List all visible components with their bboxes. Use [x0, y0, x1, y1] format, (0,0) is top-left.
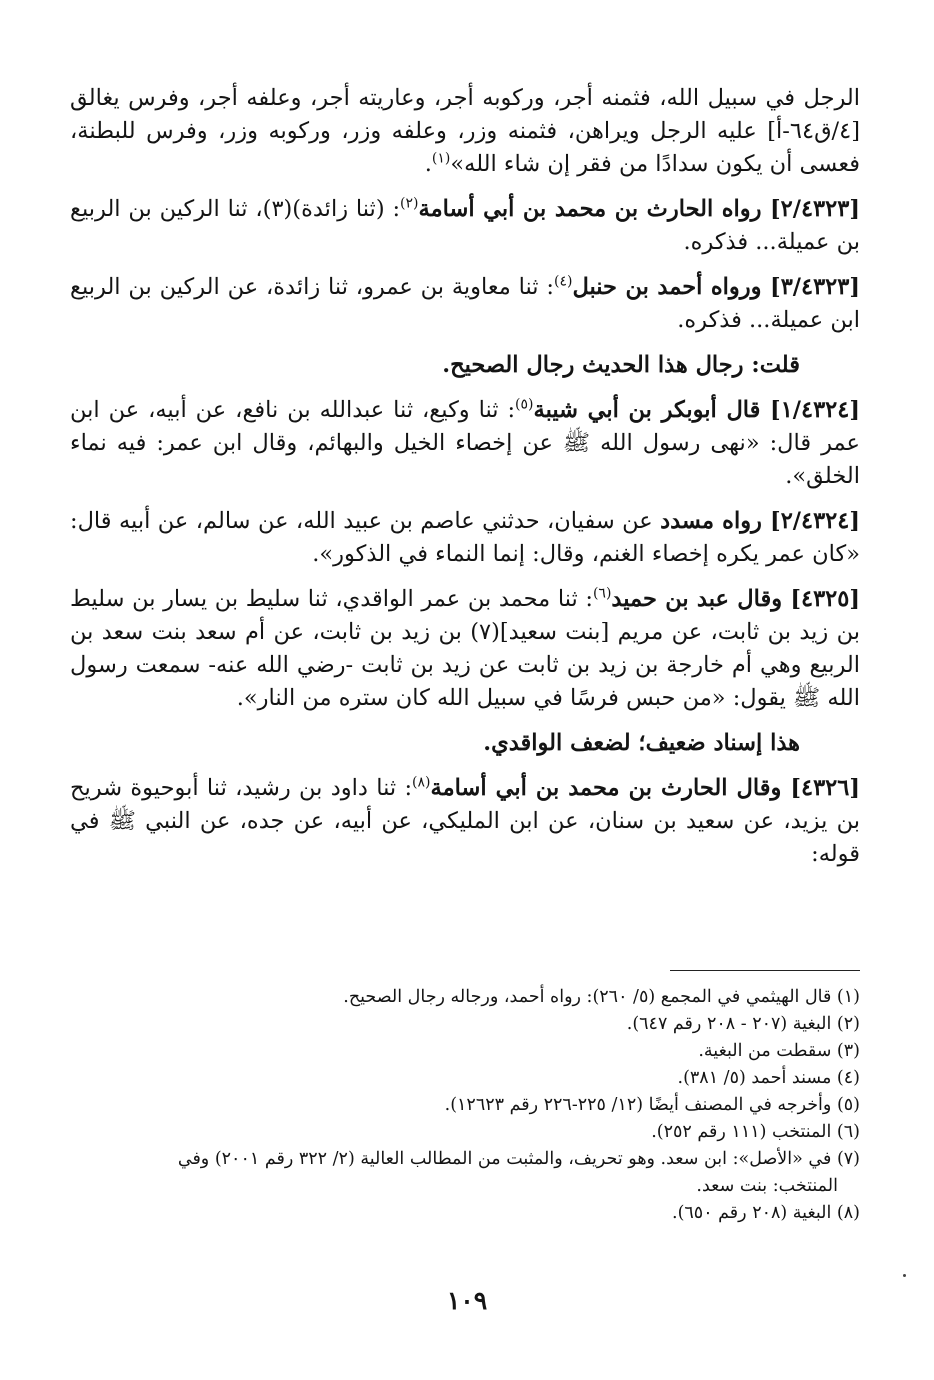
hadith-4325: [٤٣٢٥] وقال عبد بن حميد$^{(٦)}$: ثنا محمد بن عمر الواقدي، ثنا سليط بن يسار بن سليط بن زيد بن ثابت، عن مريم [بنت سعيد](٧) بن زيد بن ثابت، عن أم سعد بنت سعد بن الربيع وهي أم خارجة بن زيد بن ثابت عن زيد بن ثابت -رضي الله عنه- سمعت رسول الله ﷺ يقول: «من حبس فرسًا في سبيل الله كان ستره من النار».	[70, 585, 861, 711]
footnote: (٣) سقطت من البغية.	[698, 1041, 860, 1061]
footnotes	[70, 984, 860, 1227]
footnote: (٢) البغية (٢٠٧ - ٢٠٨ رقم ٦٤٧).	[626, 1014, 860, 1034]
hadith-heading: [٢/٤٣٢٤] رواه مسدد	[660, 508, 860, 534]
hadith-4324-1: [١/٤٣٢٤] قال أبوبكر بن أبي شيبة$^{(٥)}$: ثنا وكيع، ثنا عبدالله بن نافع، عن أبيه، عن ابن عمر قال: «نهى رسول الله ﷺ عن إخصاء الخيل والبهائم، وقال ابن عمر: فيه نماء الخلق».	[70, 396, 860, 489]
footnote: (٨) البغية (٢٠٨ رقم ٦٥٠).	[672, 1203, 860, 1223]
paragraph-continuation: الرجل في سبيل الله، فثمنه أجر، وركوبه أجر، وعاريته أجر، وعلفه أجر، وفرس يغالق [٤/ق٦٤-أ] عليه الرجل ويراهن، فثمنه وزر، وعلفه وزر، وركوبه وزر، وفرس للبطنة، فعسى أن يكون سدادًا من فقر إن شاء الله»$^{(١)}$.	[70, 85, 860, 177]
hadith-4324-2: [٢/٤٣٢٤] رواه مسدد عن سفيان، حدثني عاصم بن عبيد الله، عن سالم، عن أبيه قال: «كان عمر يكره إخصاء الغنم، وقال: إنما النماء في الذكور».	[70, 508, 860, 567]
commentary-note: قلت: رجال هذا الحديث رجال الصحيح.	[442, 352, 800, 378]
footnote: (١) قال الهيثمي في المجمع (٥/ ٢٦٠): رواه أحمد، ورجاله رجال الصحيح.	[343, 987, 860, 1007]
hadith-heading: [٤٣٢٥] وقال عبد بن حميد	[611, 586, 861, 612]
footnote: (٧) في «الأصل»: ابن سعد. وهو تحريف، والمثبت من المطالب العالية (٢/ ٣٢٢ رقم ٢٠٠١) وفي	[177, 1149, 860, 1169]
hadith-heading: [٤٣٢٦] وقال الحارث بن محمد بن أبي أسامة	[430, 775, 860, 801]
hadith-4323-3: [٣/٤٣٢٣] ورواه أحمد بن حنبل$^{(٤)}$: ثنا معاوية بن عمرو، ثنا زائدة، عن الركين بن الربيع ابن عميلة... فذكره.	[70, 273, 860, 333]
footnote-ref: (٦)	[592, 585, 612, 602]
footnote-ref: (١)	[431, 150, 451, 167]
hadith-heading: [١/٤٣٢٤] قال أبوبكر بن أبي شيبة	[533, 397, 860, 423]
hadith-heading: [٢/٤٣٢٣] رواه الحارث بن محمد بن أبي أسامة	[418, 196, 860, 222]
footnote: (٦) المنتخب (١١١ رقم ٢٥٢).	[651, 1122, 860, 1142]
footnote-ref: (٥)	[515, 396, 534, 413]
footnote-separator	[670, 970, 860, 971]
footnote-ref: (٢)	[400, 195, 419, 212]
commentary-note: هذا إسناد ضعيف؛ لضعف الواقدي.	[483, 730, 800, 756]
footnote-ref: (٨)	[412, 774, 431, 791]
main-text	[70, 82, 860, 883]
hadith-4323-2: [٢/٤٣٢٣] رواه الحارث بن محمد بن أبي أسامة$^{(٢)}$: (ثنا زائدة)(٣)، ثنا الركين بن الربيع بن عميلة... فذكره.	[70, 195, 860, 255]
hadith-4326: [٤٣٢٦] وقال الحارث بن محمد بن أبي أسامة$^{(٨)}$: ثنا داود بن رشيد، ثنا أبوحيوة شريح بن يزيد، عن سعيد بن سنان، عن ابن المليكي، عن أبيه، عن جده، عن النبي ﷺ في قوله:	[70, 774, 860, 867]
footnote: (٥) وأخرجه في المصنف أيضًا (١٢/ ٢٢٥-٢٢٦ رقم ١٢٦٢٣).	[444, 1095, 860, 1115]
hadith-heading: [٣/٤٣٢٣] ورواه أحمد بن حنبل	[572, 274, 860, 300]
footnote: (٤) مسند أحمد (٥/ ٣٨١).	[677, 1068, 860, 1088]
scan-speck	[903, 1274, 906, 1277]
page-number: ١٠٩	[446, 1286, 488, 1315]
footnote-continuation: المنتخب: بنت سعد.	[696, 1176, 838, 1196]
footnote-ref: (٤)	[553, 273, 573, 290]
